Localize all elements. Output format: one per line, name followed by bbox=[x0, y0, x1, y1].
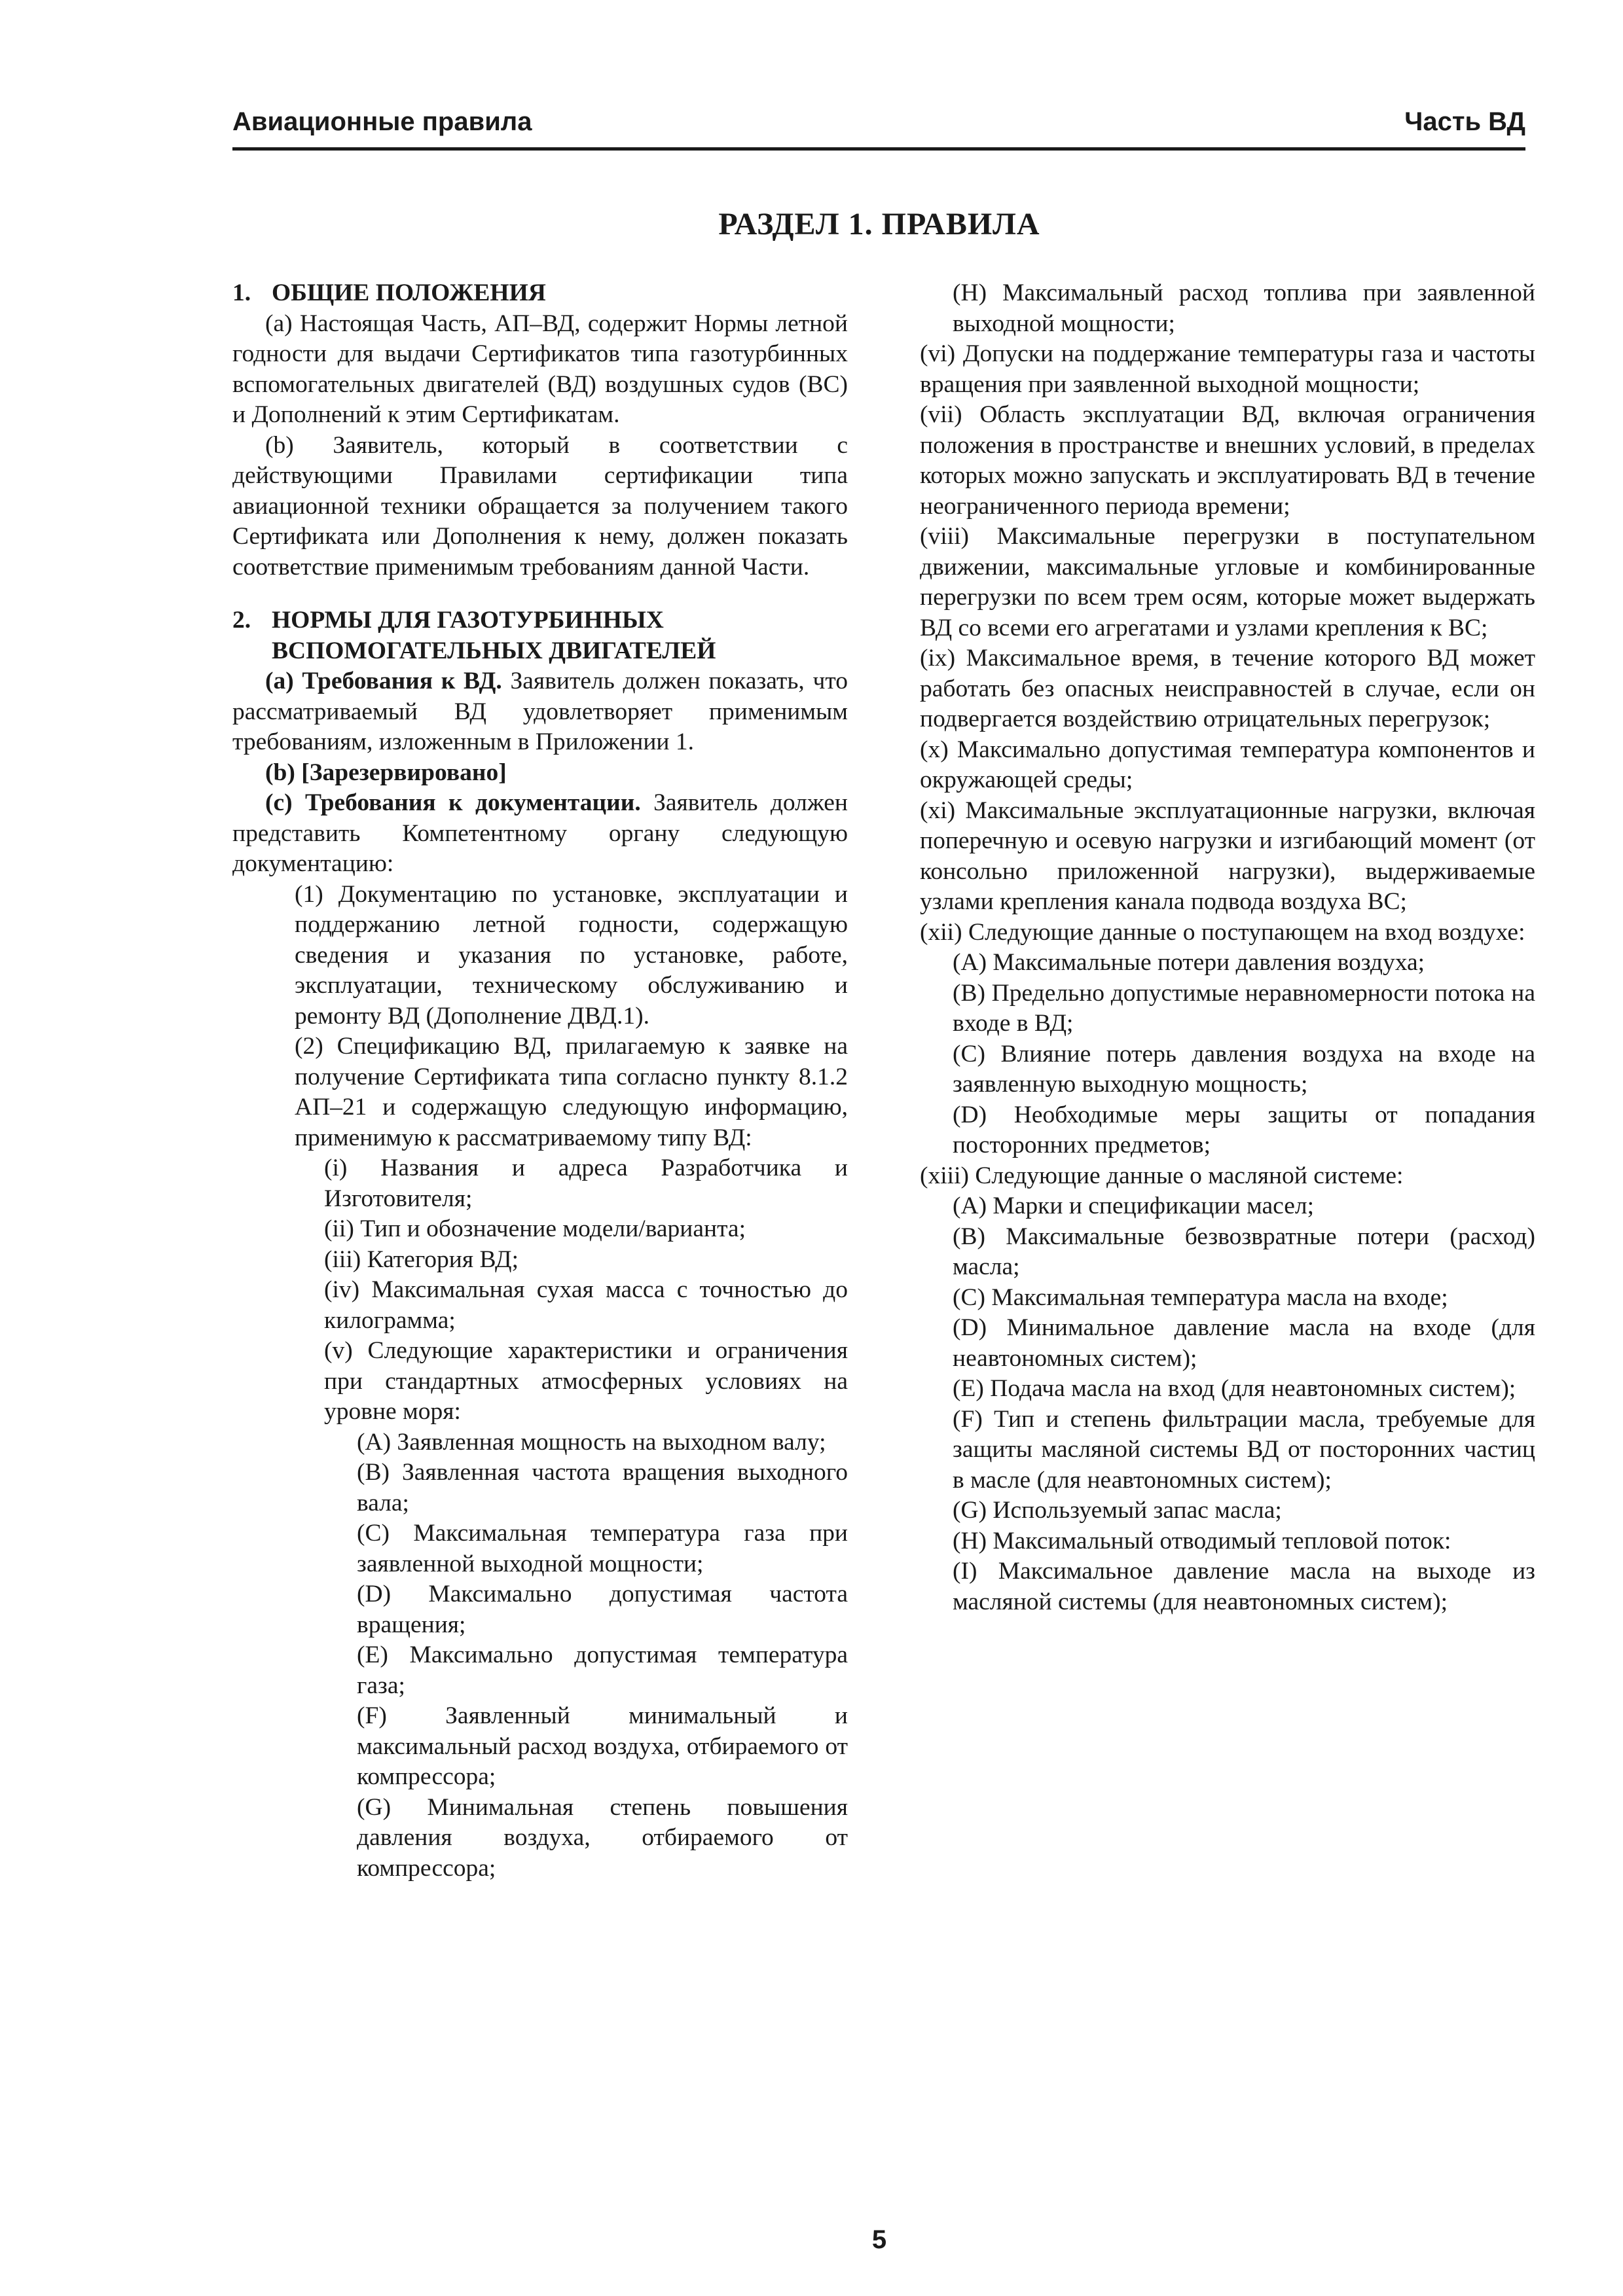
item-c2: (2) Спецификацию ВД, прилагаемую к заявке на получение Сертификата типа согласно пункту 8.1.2 АП–21 и содержащую следующую информацию, применимую к рассматриваемому типу ВД: bbox=[295, 1033, 848, 1151]
item-vi: (vi) Допуски на поддержание температуры газа и частоты вращения при заявленной выходной мощности; bbox=[920, 340, 1535, 398]
item-xiii-g: (G) Используемый запас масла; bbox=[953, 1497, 1282, 1524]
right-column bbox=[920, 278, 1535, 1617]
running-header bbox=[232, 98, 1525, 151]
item-v-d: (D) Максимально допустимая частота вращения; bbox=[357, 1581, 848, 1638]
section-2-heading: 2. НОРМЫ ДЛЯ ГАЗОТУРБИННЫХ bbox=[232, 607, 664, 634]
item-v-f: (F) Заявленный минимальный и максимальный расход воздуха, отбираемого от компрессора; bbox=[357, 1702, 848, 1790]
item-xii-d: (D) Необходимые меры защиты от попадания посторонних предметов; bbox=[953, 1101, 1535, 1158]
item-v-e: (E) Максимально допустимая температура газа; bbox=[357, 1641, 848, 1699]
item-iii: (iii) Категория ВД; bbox=[324, 1246, 519, 1273]
item-ii: (ii) Тип и обозначение модели/варианта; bbox=[324, 1215, 746, 1242]
paragraph-2b: (b) [Зарезервировано] bbox=[265, 759, 507, 786]
item-xiii-i: (I) Максимальное давление масла на выходе из масляной системы (для неавтономных систем); bbox=[953, 1558, 1535, 1615]
section-title: РАЗДЕЛ 1. ПРАВИЛА bbox=[718, 207, 1040, 242]
item-xii-a: (A) Максимальные потери давления воздуха; bbox=[953, 949, 1425, 976]
item-xiii-a: (A) Марки и спецификации масел; bbox=[953, 1193, 1315, 1219]
item-xii-c: (C) Влияние потерь давления воздуха на входе на заявленную выходную мощность; bbox=[953, 1040, 1535, 1098]
item-v: (v) Следующие характеристики и ограничения при стандартных атмосферных условиях на уровне моря: bbox=[324, 1337, 848, 1425]
item-vii: (vii) Область эксплуатации ВД, включая ограничения положения в пространстве и внешних условий, в пределах которых можно запускать и эксплуатировать ВД в течение неограниченного периода времени; bbox=[920, 401, 1535, 520]
item-xiii-h: (H) Максимальный отводимый тепловой поток: bbox=[953, 1527, 1451, 1554]
item-xiii-b: (B) Максимальные безвозвратные потери (расход) масла; bbox=[953, 1223, 1535, 1280]
item-x: (x) Максимально допустимая температура компонентов и окружающей среды; bbox=[920, 736, 1535, 793]
header-left: Авиационные правила bbox=[232, 107, 532, 136]
paragraph-1b: (b) Заявитель, который в соответствии с действующими Правилами сертификации типа авиационной техники обращается за получением такого Сертификата или Дополнения к нему, должен показать соответствие применимым требованиям данной Части. bbox=[232, 431, 848, 581]
item-xii-b: (B) Предельно допустимые неравномерности потока на входе в ВД; bbox=[953, 979, 1535, 1037]
item-ix: (ix) Максимальное время, в течение которого ВД может работать без опасных неисправностей в случае, если он подвергается воздействию отрицательных перегрузок; bbox=[920, 645, 1535, 732]
item-i: (i) Названия и адреса Разработчика и Изготовителя; bbox=[324, 1155, 848, 1212]
item-xiii: (xiii) Следующие данные о масляной системе: bbox=[920, 1162, 1404, 1189]
item-xiii-c: (C) Максимальная температура масла на входе; bbox=[953, 1283, 1448, 1311]
item-xi: (xi) Максимальные эксплуатационные нагрузки, включая поперечную и осевую нагрузки и изгибающий момент (от консольно приложенной нагрузки), выдерживаемые узлами крепления канала подвода воздуха ВС; bbox=[920, 797, 1535, 915]
item-xiii-f: (F) Тип и степень фильтрации масла, требуемые для защиты масляной системы ВД от посторонних частиц в масле (для неавтономных систем); bbox=[953, 1405, 1535, 1494]
item-xii: (xii) Следующие данные о поступающем на вход воздухе: bbox=[920, 918, 1525, 946]
document-page bbox=[232, 98, 1535, 2258]
item-iv: (iv) Максимальная сухая масса с точностью до килограмма; bbox=[324, 1276, 848, 1334]
section-2-heading-line2: ВСПОМОГАТЕЛЬНЫХ ДВИГАТЕЛЕЙ bbox=[272, 637, 716, 664]
item-xiii-d: (D) Минимальное давление масла на входе (для неавтономных систем); bbox=[953, 1314, 1535, 1372]
item-viii: (viii) Максимальные перегрузки в поступательном движении, максимальные угловые и комбинированные перегрузки по всем трем осям, которые может выдержать ВД со всеми его агрегатами и узлами крепления к ВС; bbox=[920, 523, 1535, 641]
paragraph-2c: (c) Требования к документации. Заявитель должен представить Компетентному органу следующую документацию: bbox=[232, 789, 848, 877]
item-v-h: (H) Максимальный расход топлива при заявленной выходной мощности; bbox=[953, 279, 1535, 337]
paragraph-1a: (a) Настоящая Часть, АП–ВД, содержит Нормы летной годности для выдачи Сертификатов типа газотурбинных вспомогательных двигателей (ВД) воздушных судов (ВС) и Дополнений к этим Сертификатам. bbox=[232, 310, 848, 428]
section-1-heading: 1. ОБЩИЕ ПОЛОЖЕНИЯ bbox=[232, 279, 546, 306]
item-v-g: (G) Минимальная степень повышения давления воздуха, отбираемого от компрессора; bbox=[357, 1793, 848, 1882]
item-v-b: (B) Заявленная частота вращения выходного вала; bbox=[357, 1459, 848, 1516]
paragraph-2a: (a) Требования к ВД. Заявитель должен показать, что рассматриваемый ВД удовлетворяет применимым требованиям, изложенным в Приложении 1. bbox=[232, 668, 848, 755]
item-v-c: (C) Максимальная температура газа при заявленной выходной мощности; bbox=[357, 1520, 848, 1577]
left-column bbox=[232, 278, 848, 1884]
header-right: Часть ВД bbox=[1404, 107, 1525, 136]
item-c1: (1) Документацию по установке, эксплуатации и поддержанию летной годности, содержащую сведения и указания по установке, работе, эксплуатации, техническому обслуживанию и ремонту ВД (Дополнение ДВД.1). bbox=[295, 880, 848, 1030]
item-xiii-e: (E) Подача масла на вход (для неавтономных систем); bbox=[953, 1375, 1516, 1402]
item-v-a: (A) Заявленная мощность на выходном валу; bbox=[357, 1428, 826, 1456]
page-number: 5 bbox=[871, 2225, 887, 2254]
